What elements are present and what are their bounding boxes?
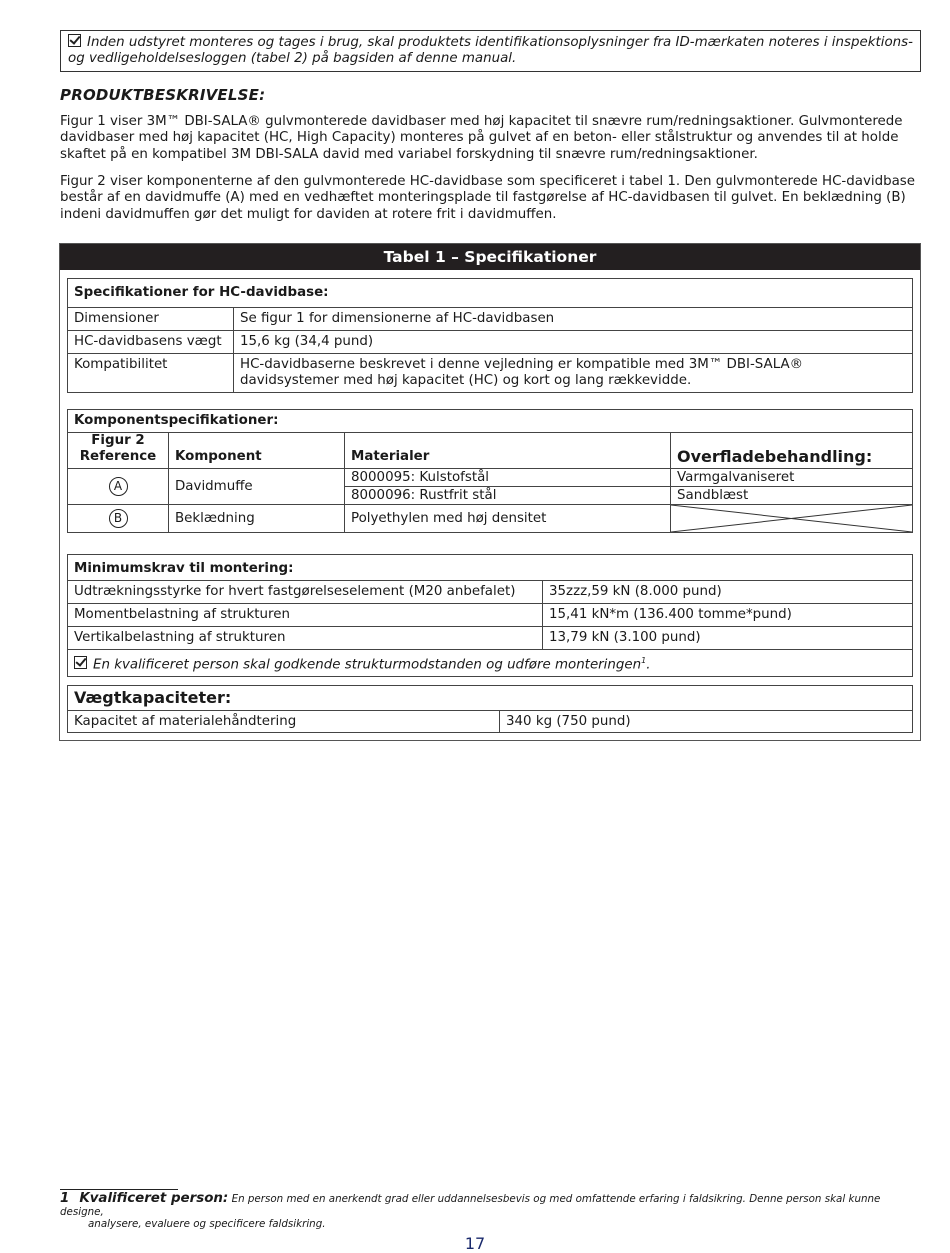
table-row xyxy=(68,354,913,393)
mounting-value: 15,41 kN*m (136.400 tomme*pund) xyxy=(543,604,913,627)
notice-text: Inden udstyret monteres og tages i brug, skal produktets identifikationsoplysninger fra ID-mærkaten noteres i inspektions- og vedligeholdelsesloggen (tabel 2) på bagsiden af denne manual. xyxy=(68,35,913,66)
ref-cell xyxy=(68,469,169,505)
table-row xyxy=(68,581,913,604)
spec-value: Se figur 1 for dimensionerne af HC-davidbasen xyxy=(234,308,913,331)
mounting-label: Momentbelastning af strukturen xyxy=(68,604,543,627)
checkbox-icon xyxy=(74,656,87,669)
note-text: En kvalificeret person skal godkende strukturmodstanden og udføre monteringen xyxy=(93,657,642,673)
col-header-finish: Overfladebehandling: xyxy=(671,433,913,469)
id-label-notice xyxy=(60,30,921,72)
cross-out-icon xyxy=(671,505,912,532)
description-paragraph-2: Figur 2 viser komponenterne af den gulvmonterede HC-davidbase som specificeret i tabel 1. Den gulvmonterede HC-davidbase består af en davidmuffe (A) med en vedhæftet monteringsplade til fastgørelse af HC-davidbasen til gulvet. En beklædning (B) indeni davidmuffen gør det muligt for daviden at rotere frit i davidmuffen. xyxy=(60,174,916,222)
col-header-materials: Materialer xyxy=(345,433,671,469)
reference-circle-a: A xyxy=(109,477,128,496)
mounting-requirements-table xyxy=(67,554,913,677)
spec-label: Dimensioner xyxy=(68,308,234,331)
empty-crossed-cell xyxy=(671,505,913,533)
col-header-component: Komponent xyxy=(169,433,345,469)
mounting-section-header: Minimumskrav til montering: xyxy=(68,555,913,581)
table-row xyxy=(68,331,913,354)
table-title: Tabel 1 – Specifikationer xyxy=(60,244,920,270)
table-row xyxy=(68,627,913,650)
hc-base-spec-table xyxy=(67,278,913,393)
component-name: Beklædning xyxy=(169,505,345,533)
table-row xyxy=(68,604,913,627)
footnote-text-continued: analysere, evaluere og specificere faldsikring. xyxy=(88,1218,326,1230)
component-spec-table xyxy=(67,409,913,533)
specifications-table xyxy=(59,243,921,741)
component-column-headers xyxy=(68,433,913,469)
spec-label: HC-davidbasens vægt xyxy=(68,331,234,354)
page-number: 17 xyxy=(464,1234,486,1253)
finish-cell: Varmgalvaniseret xyxy=(671,469,913,487)
footnote-divider xyxy=(60,1189,178,1190)
spec-section-header: Specifikationer for HC-davidbase: xyxy=(68,279,913,308)
note-cell: En kvalificeret person skal godkende strukturmodstanden og udføre monteringen$^1$. xyxy=(68,650,913,677)
checkbox-icon xyxy=(68,34,81,47)
table-row xyxy=(68,505,913,533)
table-row xyxy=(68,308,913,331)
footnote-term: Kvalificeret person: xyxy=(79,1191,229,1206)
weight-label: Kapacitet af materialehåndtering xyxy=(68,711,500,733)
material-cell: 8000096: Rustfrit stål xyxy=(345,487,671,505)
footnote-ref: 1 xyxy=(641,656,647,665)
spec-label: Kompatibilitet xyxy=(68,354,234,393)
footnote xyxy=(60,1193,920,1231)
component-name: Davidmuffe xyxy=(169,469,345,505)
table-row xyxy=(68,711,913,733)
mounting-label: Vertikalbelastning af strukturen xyxy=(68,627,543,650)
col-header-reference: Figur 2 Reference xyxy=(68,433,169,469)
mounting-value: 13,79 kN (3.100 pund) xyxy=(543,627,913,650)
finish-cell: Sandblæst xyxy=(671,487,913,505)
mounting-value: 35zzz,59 kN (8.000 pund) xyxy=(543,581,913,604)
material-cell: 8000095: Kulstofstål xyxy=(345,469,671,487)
weight-value: 340 kg (750 pund) xyxy=(500,711,913,733)
reference-circle-b: B xyxy=(109,509,128,528)
mounting-label: Udtrækningsstyrke for hvert fastgørelseselement (M20 anbefalet) xyxy=(68,581,543,604)
footnote-number: 1 xyxy=(60,1191,70,1206)
footnote-text: En person med en anerkendt grad eller uddannelsesbevis og med omfattende erfaring i faldsikring. Denne person skal kunne designe, xyxy=(60,1193,881,1218)
material-cell: Polyethylen med høj densitet xyxy=(345,505,671,533)
qualified-person-note xyxy=(68,650,913,677)
section-heading: PRODUKTBESKRIVELSE: xyxy=(60,86,266,104)
weight-capacity-table xyxy=(67,685,913,733)
component-section-header: Komponentspecifikationer: xyxy=(68,410,913,433)
spec-value: HC-davidbaserne beskrevet i denne vejledning er kompatible med 3M™ DBI-SALA® davidsystemer med høj kapacitet (HC) og kort og lang rækkevidde. xyxy=(234,354,913,393)
table-row xyxy=(68,469,913,487)
spec-value: 15,6 kg (34,4 pund) xyxy=(234,331,913,354)
weight-section-header: Vægtkapaciteter: xyxy=(68,686,913,711)
ref-cell xyxy=(68,505,169,533)
description-paragraph-1: Figur 1 viser 3M™ DBI-SALA® gulvmonterede davidbaser med høj kapacitet til snævre rum/redningsaktioner. Gulvmonterede davidbaser med høj kapacitet (HC, High Capacity) monteres på gulvet af en beton- eller stålstruktur og anvendes til at holde skaftet på en kompatibel 3M DBI-SALA david med variabel forskydning til snævre rum/redningsaktioner. xyxy=(60,114,903,162)
